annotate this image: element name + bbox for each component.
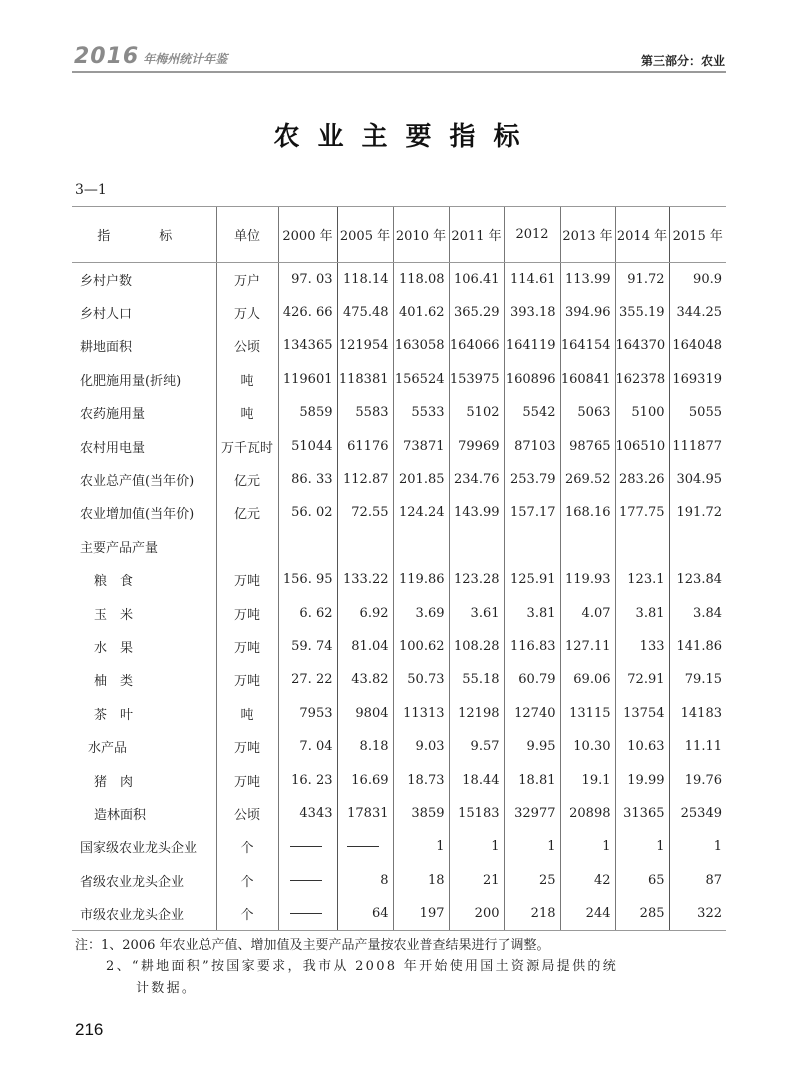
value-cell: 244: [560, 897, 615, 930]
value-cell: 86. 33: [278, 463, 337, 496]
value-cell: 18: [393, 864, 449, 897]
value-cell: 168.16: [560, 496, 615, 529]
value-cell: 42: [560, 864, 615, 897]
value-cell: 160841: [560, 363, 615, 396]
column-header: 2012: [504, 207, 560, 263]
value-cell: 344.25: [669, 296, 726, 329]
value-cell: 50.73: [393, 663, 449, 696]
value-cell: 355.19: [615, 296, 669, 329]
unit-cell: 公顷: [216, 797, 278, 830]
value-cell: 119.86: [393, 563, 449, 596]
value-cell: 19.76: [669, 763, 726, 796]
value-cell: 177.75: [615, 496, 669, 529]
table-row: [72, 496, 726, 529]
indicator-name: 农药施用量: [80, 407, 146, 423]
value-cell: [337, 830, 393, 863]
value-cell: 27. 22: [278, 663, 337, 696]
indicator-name: 造林面积: [94, 807, 147, 823]
indicator-name: 水 果: [94, 640, 134, 656]
value-cell: 81.04: [337, 630, 393, 663]
indicators-table: [72, 206, 726, 931]
value-cell: 118.14: [337, 263, 393, 296]
value-cell: 4343: [278, 797, 337, 830]
value-cell: 123.84: [669, 563, 726, 596]
value-cell: [449, 530, 504, 563]
value-cell: 20898: [560, 797, 615, 830]
unit-cell: 万吨: [216, 730, 278, 763]
unit-cell: 公顷: [216, 329, 278, 362]
value-cell: 15183: [449, 797, 504, 830]
value-cell: 116.83: [504, 630, 560, 663]
value-cell: 16.69: [337, 763, 393, 796]
value-cell: [560, 530, 615, 563]
value-cell: 106510: [615, 429, 669, 462]
value-cell: 1: [615, 830, 669, 863]
value-cell: 25: [504, 864, 560, 897]
value-cell: 162378: [615, 363, 669, 396]
value-cell: 118381: [337, 363, 393, 396]
unit-cell: 吨: [216, 363, 278, 396]
dash-placeholder: [290, 913, 322, 914]
value-cell: 60.79: [504, 663, 560, 696]
value-cell: 65: [615, 864, 669, 897]
value-cell: 113.99: [560, 263, 615, 296]
value-cell: 134365: [278, 329, 337, 362]
value-cell: 8: [337, 864, 393, 897]
value-cell: 87103: [504, 429, 560, 462]
value-cell: [669, 530, 726, 563]
value-cell: 5055: [669, 396, 726, 429]
value-cell: 157.17: [504, 496, 560, 529]
indicator-name: 国家级农业龙头企业: [80, 841, 198, 857]
value-cell: 285: [615, 897, 669, 930]
value-cell: 9.57: [449, 730, 504, 763]
value-cell: 73871: [393, 429, 449, 462]
value-cell: 114.61: [504, 263, 560, 296]
unit-cell: 吨: [216, 396, 278, 429]
indicator-name: 农业总产值(当年价): [80, 474, 195, 490]
column-header: 2005 年: [337, 207, 393, 263]
value-cell: 1: [393, 830, 449, 863]
value-cell: 55.18: [449, 663, 504, 696]
value-cell: 8.18: [337, 730, 393, 763]
table-row: [72, 730, 726, 763]
table-row: [72, 296, 726, 329]
value-cell: 11313: [393, 697, 449, 730]
value-cell: 283.26: [615, 463, 669, 496]
table-row: [72, 329, 726, 362]
value-cell: 13754: [615, 697, 669, 730]
value-cell: 322: [669, 897, 726, 930]
value-cell: 18.44: [449, 763, 504, 796]
value-cell: 156524: [393, 363, 449, 396]
indicator-name: 水产品: [88, 741, 128, 757]
note-2: [106, 956, 726, 1000]
value-cell: 13115: [560, 697, 615, 730]
table-number: 3—1: [75, 182, 107, 198]
value-cell: 112.87: [337, 463, 393, 496]
value-cell: [278, 864, 337, 897]
value-cell: 12740: [504, 697, 560, 730]
value-cell: 119.93: [560, 563, 615, 596]
value-cell: [278, 530, 337, 563]
value-cell: 118.08: [393, 263, 449, 296]
value-cell: 5542: [504, 396, 560, 429]
table-row: [72, 830, 726, 863]
value-cell: 125.91: [504, 563, 560, 596]
value-cell: 164370: [615, 329, 669, 362]
value-cell: 1: [504, 830, 560, 863]
indicator-name: 农村用电量: [80, 440, 146, 456]
value-cell: 393.18: [504, 296, 560, 329]
column-header: 2015 年: [669, 207, 726, 263]
value-cell: 10.30: [560, 730, 615, 763]
value-cell: 365.29: [449, 296, 504, 329]
value-cell: 79969: [449, 429, 504, 462]
unit-cell: 个: [216, 864, 278, 897]
unit-cell: 个: [216, 830, 278, 863]
dash-placeholder: [290, 880, 322, 881]
value-cell: 7. 04: [278, 730, 337, 763]
value-cell: 269.52: [560, 463, 615, 496]
value-cell: 197: [393, 897, 449, 930]
value-cell: 127.11: [560, 630, 615, 663]
header-divider: [72, 71, 726, 73]
unit-cell: 亿元: [216, 496, 278, 529]
value-cell: 6. 62: [278, 596, 337, 629]
unit-cell: 万户: [216, 263, 278, 296]
value-cell: [278, 830, 337, 863]
table-row: [72, 630, 726, 663]
indicator-name: 猪 肉: [94, 774, 134, 790]
yearbook-title: 年梅州统计年鉴: [143, 52, 228, 66]
value-cell: 401.62: [393, 296, 449, 329]
value-cell: 5100: [615, 396, 669, 429]
value-cell: 153975: [449, 363, 504, 396]
value-cell: 97. 03: [278, 263, 337, 296]
table-row: [72, 263, 726, 296]
value-cell: 87: [669, 864, 726, 897]
value-cell: [393, 530, 449, 563]
value-cell: 201.85: [393, 463, 449, 496]
dash-placeholder: [290, 846, 322, 847]
value-cell: 164048: [669, 329, 726, 362]
value-cell: 123.28: [449, 563, 504, 596]
value-cell: 3.81: [615, 596, 669, 629]
value-cell: 32977: [504, 797, 560, 830]
indicator-name: 省级农业龙头企业: [80, 874, 185, 890]
value-cell: 3.69: [393, 596, 449, 629]
value-cell: 1: [560, 830, 615, 863]
value-cell: 160896: [504, 363, 560, 396]
table-row: [72, 563, 726, 596]
value-cell: 5063: [560, 396, 615, 429]
unit-cell: 万吨: [216, 596, 278, 629]
yearbook-header: [74, 44, 227, 69]
table-row: [72, 897, 726, 930]
value-cell: 72.55: [337, 496, 393, 529]
value-cell: 169319: [669, 363, 726, 396]
value-cell: 9.03: [393, 730, 449, 763]
value-cell: 91.72: [615, 263, 669, 296]
table-header-row: [72, 207, 726, 263]
value-cell: 16. 23: [278, 763, 337, 796]
value-cell: 4.07: [560, 596, 615, 629]
indicator-name: 茶 叶: [94, 707, 134, 723]
value-cell: 394.96: [560, 296, 615, 329]
value-cell: 253.79: [504, 463, 560, 496]
value-cell: 133: [615, 630, 669, 663]
value-cell: 64: [337, 897, 393, 930]
value-cell: 124.24: [393, 496, 449, 529]
table-row: [72, 463, 726, 496]
value-cell: [278, 897, 337, 930]
value-cell: 164066: [449, 329, 504, 362]
value-cell: 106.41: [449, 263, 504, 296]
indicator-name: 农业增加值(当年价): [80, 507, 195, 523]
value-cell: 98765: [560, 429, 615, 462]
column-header: 单位: [216, 207, 278, 263]
value-cell: 72.91: [615, 663, 669, 696]
value-cell: 10.63: [615, 730, 669, 763]
value-cell: 18.81: [504, 763, 560, 796]
value-cell: 90.9: [669, 263, 726, 296]
value-cell: 51044: [278, 429, 337, 462]
value-cell: 5583: [337, 396, 393, 429]
value-cell: 191.72: [669, 496, 726, 529]
value-cell: 19.99: [615, 763, 669, 796]
value-cell: 59. 74: [278, 630, 337, 663]
table-row: [72, 429, 726, 462]
value-cell: 3859: [393, 797, 449, 830]
value-cell: 108.28: [449, 630, 504, 663]
indicator-name: 乡村人口: [80, 307, 133, 323]
column-header: 2010 年: [393, 207, 449, 263]
value-cell: 5859: [278, 396, 337, 429]
value-cell: 3.81: [504, 596, 560, 629]
value-cell: 5102: [449, 396, 504, 429]
indicator-name: 主要产品产量: [80, 540, 159, 556]
value-cell: 1: [669, 830, 726, 863]
value-cell: 143.99: [449, 496, 504, 529]
table-row: [72, 663, 726, 696]
section-label: 第三部分：农业: [640, 54, 725, 68]
table-row: [72, 396, 726, 429]
value-cell: 56. 02: [278, 496, 337, 529]
value-cell: 100.62: [393, 630, 449, 663]
unit-cell: 万吨: [216, 563, 278, 596]
value-cell: 79.15: [669, 663, 726, 696]
value-cell: [615, 530, 669, 563]
value-cell: 9804: [337, 697, 393, 730]
note-2-line-2: 计数据。: [136, 981, 198, 996]
value-cell: 12198: [449, 697, 504, 730]
unit-cell: 万千瓦时: [216, 429, 278, 462]
table-row: [72, 797, 726, 830]
table-row: [72, 697, 726, 730]
column-header: 2011 年: [449, 207, 504, 263]
value-cell: 121954: [337, 329, 393, 362]
value-cell: 11.11: [669, 730, 726, 763]
column-header: 指 标: [72, 207, 216, 263]
indicator-name: 乡村户数: [80, 273, 133, 289]
table-row: [72, 763, 726, 796]
value-cell: 17831: [337, 797, 393, 830]
indicator-name: 玉 米: [94, 607, 134, 623]
value-cell: 119601: [278, 363, 337, 396]
column-header: 2014 年: [615, 207, 669, 263]
value-cell: [337, 530, 393, 563]
value-cell: 304.95: [669, 463, 726, 496]
value-cell: 200: [449, 897, 504, 930]
unit-cell: 万人: [216, 296, 278, 329]
value-cell: 31365: [615, 797, 669, 830]
value-cell: 164119: [504, 329, 560, 362]
indicator-name: 耕地面积: [80, 340, 133, 356]
note-2-line-1: 2、“耕地面积”按国家要求，我市从 2008 年开始使用国土资源局提供的统: [106, 959, 619, 974]
value-cell: 156. 95: [278, 563, 337, 596]
value-cell: 1: [449, 830, 504, 863]
value-cell: 18.73: [393, 763, 449, 796]
value-cell: 25349: [669, 797, 726, 830]
indicator-name: 柚 类: [94, 674, 134, 690]
table-row: [72, 363, 726, 396]
value-cell: 218: [504, 897, 560, 930]
unit-cell: 万吨: [216, 763, 278, 796]
value-cell: 475.48: [337, 296, 393, 329]
value-cell: 426. 66: [278, 296, 337, 329]
unit-cell: 吨: [216, 697, 278, 730]
value-cell: 61176: [337, 429, 393, 462]
yearbook-year: 2016: [74, 44, 140, 69]
unit-cell: 个: [216, 897, 278, 930]
table-row: [72, 596, 726, 629]
value-cell: 43.82: [337, 663, 393, 696]
unit-cell: [216, 530, 278, 563]
value-cell: [504, 530, 560, 563]
table-row: [72, 864, 726, 897]
value-cell: 6.92: [337, 596, 393, 629]
dash-placeholder: [347, 846, 379, 847]
value-cell: 7953: [278, 697, 337, 730]
column-header: 2000 年: [278, 207, 337, 263]
page-title: 农业主要指标: [273, 122, 538, 152]
value-cell: 5533: [393, 396, 449, 429]
indicator-name: 市级农业龙头企业: [72, 897, 216, 930]
value-cell: 123.1: [615, 563, 669, 596]
value-cell: 19.1: [560, 763, 615, 796]
note-1: 注：1、2006 年农业总产值、增加值及主要产品产量按农业普查结果进行了调整。: [75, 938, 550, 953]
value-cell: 14183: [669, 697, 726, 730]
value-cell: 9.95: [504, 730, 560, 763]
value-cell: 141.86: [669, 630, 726, 663]
value-cell: 163058: [393, 329, 449, 362]
value-cell: 21: [449, 864, 504, 897]
unit-cell: 万吨: [216, 630, 278, 663]
page-number: 216: [75, 1020, 104, 1039]
value-cell: 3.84: [669, 596, 726, 629]
table-row: [72, 530, 726, 563]
indicator-name: 粮 食: [94, 574, 134, 590]
value-cell: 3.61: [449, 596, 504, 629]
indicator-name: 化肥施用量(折纯): [80, 373, 182, 389]
value-cell: 133.22: [337, 563, 393, 596]
value-cell: 111877: [669, 429, 726, 462]
value-cell: 234.76: [449, 463, 504, 496]
unit-cell: 亿元: [216, 463, 278, 496]
value-cell: 69.06: [560, 663, 615, 696]
unit-cell: 万吨: [216, 663, 278, 696]
column-header: 2013 年: [560, 207, 615, 263]
value-cell: 164154: [560, 329, 615, 362]
